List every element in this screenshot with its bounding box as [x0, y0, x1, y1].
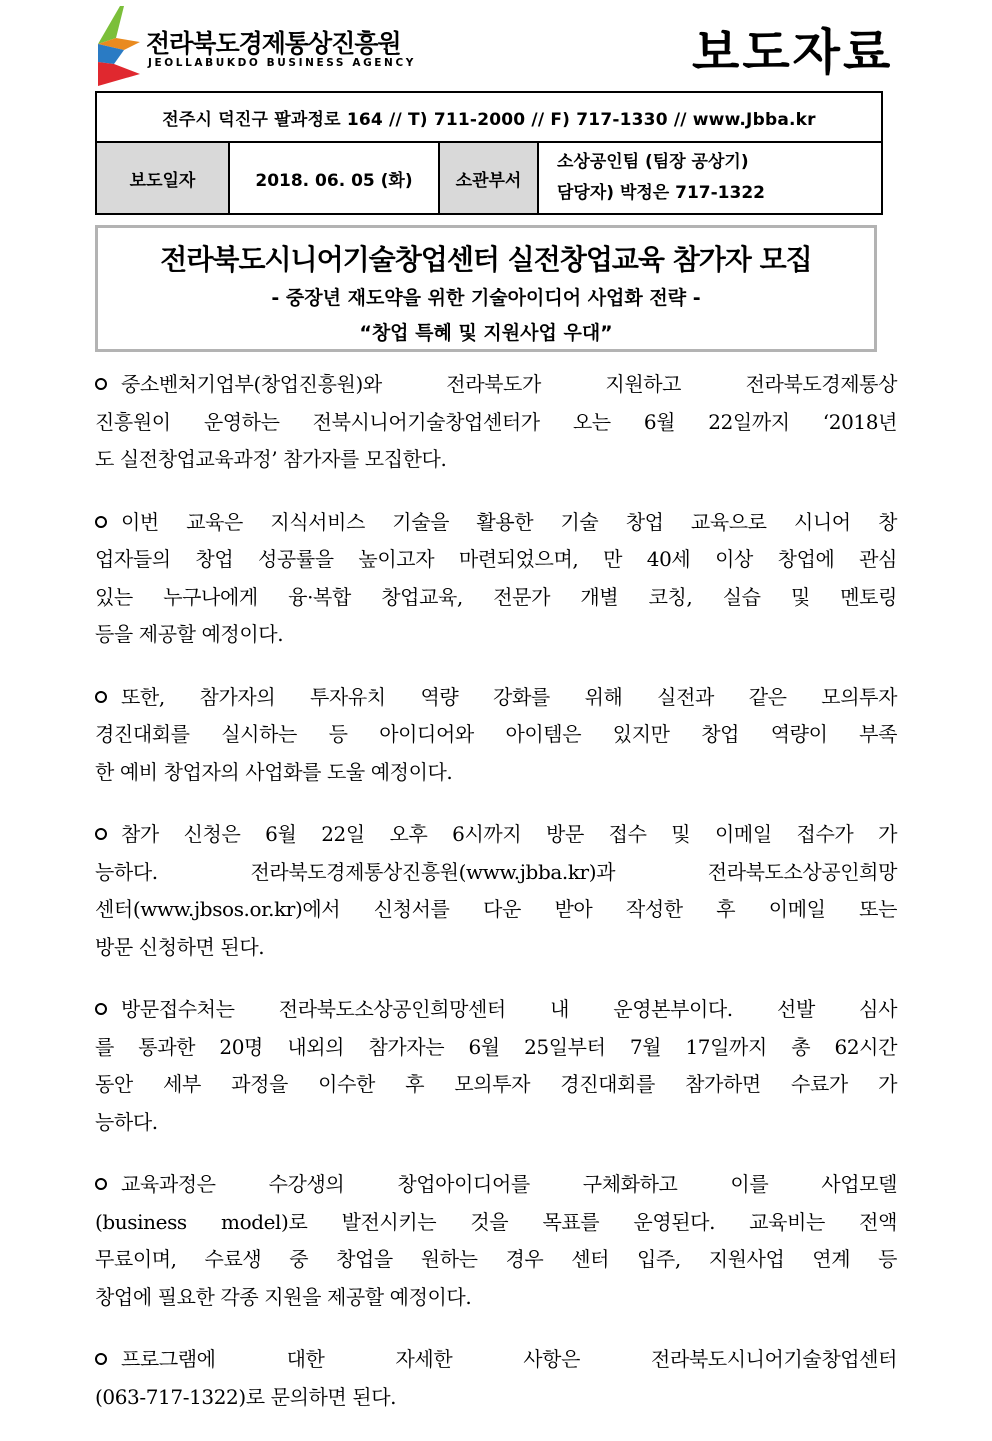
dept-label: 소관부서 [439, 142, 538, 214]
dept-line-1: 소상공인팀 (팀장 공상기) [557, 152, 749, 172]
text-line: (business model)로 발전시키는 것을 목표를 운영된다. 교육비는 전액 [95, 1209, 897, 1234]
text-line: 한 예비 창업자의 사업화를 도울 예정이다. [95, 759, 453, 784]
title-sub-1: - 중장년 재도약을 위한 기술아이디어 사업화 전략 - [271, 287, 701, 309]
bullet-circle-icon [95, 1353, 107, 1365]
org-logo-mark-icon [94, 4, 144, 86]
text-line: 를 통과한 20명 내외의 참가자는 6월 25일부터 7월 17일까지 총 62시간 [95, 1034, 897, 1059]
text-line: 능하다. [95, 1109, 158, 1134]
text-line: 등을 제공할 예정이다. [95, 622, 284, 646]
bullet-circle-icon [95, 691, 107, 703]
info-table [95, 91, 883, 215]
doc-type-heading: 보도자료 [692, 24, 894, 81]
text-line: (063-717-1322)로 문의하면 된다. [95, 1384, 397, 1409]
paragraph [95, 366, 897, 479]
title-main: 전라북도시니어기술창업센터 실전창업교육 참가자 모집 [160, 243, 812, 276]
org-logo [94, 4, 414, 86]
bullet-circle-icon [95, 1178, 107, 1190]
text-line: 이번 교육은 지식서비스 기술을 활용한 기술 창업 교육으로 시니어 창 [121, 509, 897, 534]
org-name-kr: 전라북도경제통상진흥원 [146, 29, 401, 58]
text-line: 능하다. 전라북도경제통상진흥원(www.jbba.kr)과 전라북도소상공인희망 [95, 859, 897, 884]
text-line: 교육과정은 수강생의 창업아이디어를 구체화하고 이를 사업모델 [121, 1172, 897, 1196]
text-line: 프로그램에 대한 자세한 사항은 전라북도시니어기술창업센터 [121, 1347, 897, 1371]
dept-line-2: 담당자) 박정은 717-1322 [557, 183, 765, 203]
paragraph [95, 1166, 897, 1316]
text-line: 경진대회를 실시하는 등 아이디어와 아이템은 있지만 창업 역량이 부족 [95, 722, 897, 746]
bullet-circle-icon [95, 828, 107, 840]
text-line: 창업에 필요한 각종 지원을 제공할 예정이다. [95, 1284, 472, 1309]
text-line: 중소벤처기업부(창업진흥원)와 전라북도가 지원하고 전라북도경제통상 [121, 372, 897, 396]
dept-value [538, 142, 882, 214]
text-line: 업자들의 창업 성공률을 높이고자 마련되었으며, 만 40세 이상 창업에 관심 [95, 547, 897, 571]
bullet-circle-icon [95, 1003, 107, 1015]
title-box [95, 225, 877, 352]
bullet-circle-icon [95, 516, 107, 528]
org-name-en: JEOLLABUKDO BUSINESS AGENCY [148, 57, 416, 69]
date-label: 보도일자 [96, 142, 229, 214]
paragraph [95, 991, 897, 1141]
text-line: 무료이며, 수료생 중 창업을 원하는 경우 센터 입주, 지원사업 연계 등 [95, 1247, 897, 1271]
title-sub-2: “창업 특혜 및 지원사업 우대” [359, 322, 613, 344]
paragraph [95, 1341, 897, 1416]
text-line: 진흥원이 운영하는 전북시니어기술창업센터가 오는 6월 22일까지 ‘2018년 [95, 409, 897, 434]
article-body [95, 366, 897, 1441]
text-line: 있는 누구나에게 융·복합 창업교육, 전문가 개별 코칭, 실습 및 멘토링 [95, 584, 897, 609]
text-line: 동안 세부 과정을 이수한 후 모의투자 경진대회를 참가하면 수료가 가 [95, 1072, 897, 1096]
text-line: 방문접수처는 전라북도소상공인희망센터 내 운영본부이다. 선발 심사 [121, 997, 897, 1021]
text-line: 도 실전창업교육과정’ 참가자를 모집한다. [95, 447, 447, 471]
text-line: 센터(www.jbsos.or.kr)에서 신청서를 다운 받아 작성한 후 이메일 또는 [95, 897, 897, 921]
paragraph [95, 504, 897, 654]
bullet-circle-icon [95, 378, 107, 390]
address-line: 전주시 덕진구 팔과정로 164 // T) 711-2000 // F) 717-1330 // www.Jbba.kr [96, 92, 882, 142]
paragraph [95, 679, 897, 792]
date-value: 2018. 06. 05 (화) [229, 142, 439, 214]
text-line: 참가 신청은 6월 22일 오후 6시까지 방문 접수 및 이메일 접수가 가 [121, 822, 897, 846]
text-line: 또한, 참가자의 투자유치 역량 강화를 위해 실전과 같은 모의투자 [121, 684, 897, 709]
paragraph [95, 816, 897, 966]
text-line: 방문 신청하면 된다. [95, 934, 265, 959]
